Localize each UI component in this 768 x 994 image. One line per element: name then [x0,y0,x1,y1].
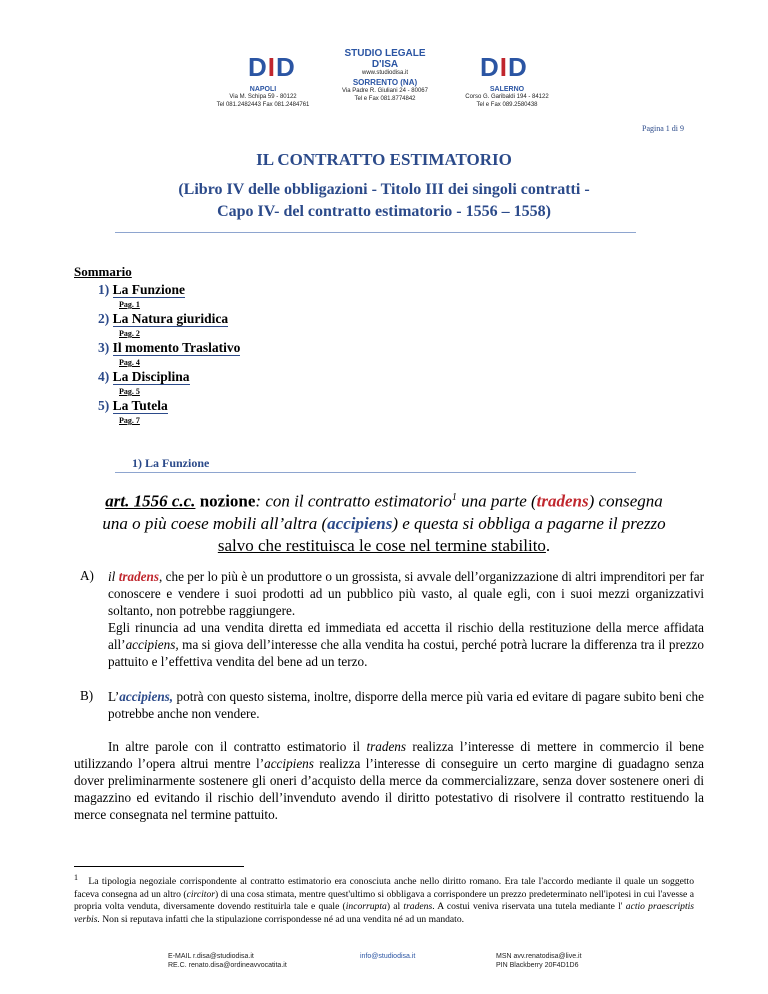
title-rule [115,232,636,233]
point-b-marker: B) [80,688,94,703]
toc-heading: Sommario [74,264,132,279]
footer-info[interactable]: info@studiodisa.it [360,953,416,960]
toc-item-natura-giuridica[interactable]: 2) La Natura giuridica [98,311,229,326]
document-title: IL CONTRATTO ESTIMATORIO [256,150,512,169]
point-a-text: il tradens, che per lo più è un produttore o un grossista, si avvale dell’organizzazione di altri imprenditori per far conoscere e vendere i suoi prodotti ad un pubblico più vasto, al quale egli, con i suoi mezzi organizzativi soltanto, non potrebbe raggiungere. Egli rinuncia ad una vendita diretta ed immediata ed accetta il rischio della restituzione della merce affidata all’accipiens, ma si giova dell’interesse che alla vendita ha costui, perché potrà lucrare la differenza tra il prezzo pattuito e l’effettiva vendita del bene ad un terzo. [108,569,704,669]
toc-page: Pag. 4 [119,358,140,367]
footnote-rule [74,866,244,867]
toc-item-momento-traslativo[interactable]: 3) Il momento Traslativo [98,340,241,355]
point-a-marker: A) [80,568,94,583]
section-rule [115,472,636,473]
document-subtitle: (Libro IV delle obbligazioni - Titolo III dei singoli contratti - Capo IV- del contratto estimatorio - 1556 – 1558) [178,181,590,220]
toc-page: Pag. 5 [119,387,140,396]
napoli-office: NAPOLI Via M. Schipa 59 - 80122 Tel 081.2482443 Fax 081.2484761 [216,86,310,108]
toc-item-tutela[interactable]: 5) La Tutela [98,398,168,413]
section-heading: 1) La Funzione [132,456,210,470]
studio-header: STUDIO LEGALE D'ISA www.studiodisa.it SORRENTO (NA) Via Padre R. Giuliani 24 - 80067 Tel e Fax 081.8774842 [342,48,428,102]
point-b-text: L’accipiens, potrà con questo sistema, inoltre, disporre della merce più varia ed evitare di pagare subito beni che potrebbe anche non vendere. [108,689,704,721]
toc-page: Pag. 7 [119,416,140,425]
body-paragraph: In altre parole con il contratto estimatorio il tradens realizza l’interesse di mettere in commercio il bene utilizzando l’opera altrui mentre l’accipiens realizza l’interesse di conseguire un certo margine di guadagno senza dover preliminarmente sostenere gli oneri d’acquisto della merce da commercializzare, senza dover sostenere oneri di magazzino ed evitando il rischio dell’invenduto avendo il diritto potestativo di risolvere il contratto restituendo la merce consegnata nel termine pattuito. [74,739,704,822]
page-number: Pagina 1 di 9 [642,124,684,133]
footer-contacts: MSN avv.renatodisa@live.it PIN Blackberry 20F4D1D6 [496,953,582,969]
footnote: $^1$ La tipologia negoziale corrispondente al contratto estimatorio era conosciuta anche nello diritto romano. Era tale l'accordo mediante il quale un soggetto faceva consegna ad un altro (circitor) di una cosa stimata, mentre quest'ultimo si obbligava a corrispondere un prezzo predeterminato nell'ipotesi in cui l'avesse a propria volta venduta, diversamente dovendo restituirla tale e quale (incorrupta) al tradens. A costui veniva riservata una tutela mediante l' actio praescriptis verbis. Non si reputava infatti che la stipulazione corrispondesse né ad una vendita né ad un mandato. [74,873,695,925]
toc-item-disciplina[interactable]: 4) La Disciplina [98,369,190,384]
article-definition: art. 1556 c.c. nozione: con il contratto estimatorio$^1$ una parte (tradens) consegna una o più coese mobili all’altra (accipiens) e questa si obbliga a pagarne il prezzo salvo che restituisca le cose nel termine stabilito. [102,491,666,555]
right-logo: DID [480,52,528,82]
salerno-office: SALERNO Corso G. Garibaldi 194 - 84122 Tel e Fax 089.2580438 [465,86,549,108]
toc-item-funzione[interactable]: 1) La Funzione [98,282,186,297]
toc-page: Pag. 1 [119,300,140,309]
footer-email: E-MAIL r.disa@studiodisa.it RE.C. renato.disa@ordineavvocatita.it [168,953,287,969]
left-logo: DID [248,52,296,82]
toc-page: Pag. 2 [119,329,140,338]
